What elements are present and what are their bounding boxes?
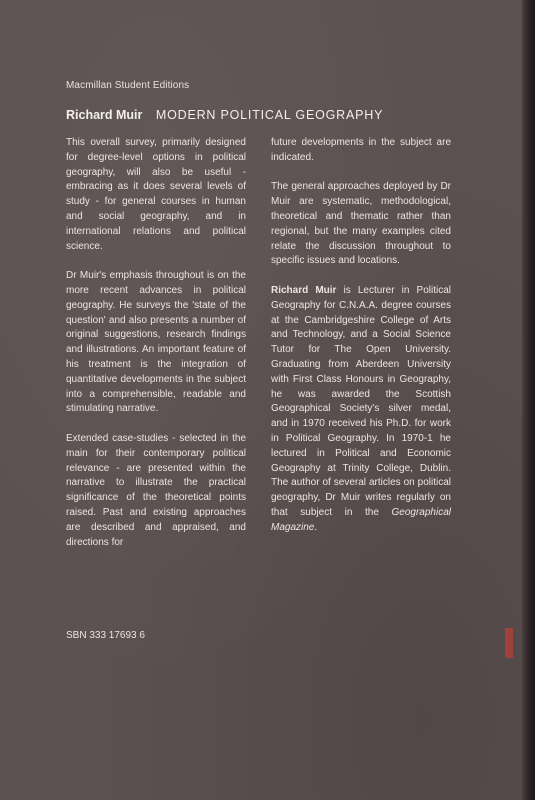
blurb-paragraph-5: The general approaches deployed by Dr Muir are systematic, methodological, theoretical and thematic rather than regional, but the many examples cited relate the discussion throughout to specific issues and locations.: [271, 181, 451, 267]
author-bio: [271, 284, 451, 536]
bio-text: is Lecturer in Political Geography for C.N.A.A. degree courses at the Cambridgeshire College of Arts and Technology, and a Social Science Tutor for The Open University. Graduating from Aberdeen University with First Class Honours in Geography, he was awarded the Scottish Geographical Society's silver medal, and in 1970 received his Ph.D. for work in Political Geography. In 1970-1 he lectured in Political and Economic Geography at Trinity College, Dublin. The author of several articles on political geography, Dr Muir writes regularly on that subject in the: [271, 284, 452, 518]
book-title: MODERN POLITICAL GEOGRAPHY: [155, 108, 384, 122]
isbn-number: SBN 333 17693 6: [66, 630, 145, 641]
blurb-paragraph-3: Extended case-studies - selected in the main for their contemporary political relevance - are presented within the narrative to illustrate the practical significance of the theoretical points raised. Past and existing approaches are described and appraised, and directions for: [66, 432, 246, 548]
magazine-name: Geographical Magazine: [271, 506, 451, 533]
left-column: [66, 136, 246, 565]
bio-end: .: [314, 521, 318, 533]
title-row: [66, 108, 383, 122]
spine-edge: [522, 0, 535, 800]
author-name: Richard Muir: [66, 108, 143, 122]
blurb-paragraph-1: This overall survey, primarily designed for degree-level options in political geography, will also be useful - embracing as it does several levels of study - for general courses in human and social geography, and in international relations and political science.: [66, 137, 246, 252]
series-name: Macmillan Student Editions: [66, 80, 190, 91]
blurb-paragraph-4: future developments in the subject are indicated.: [271, 137, 451, 163]
bio-author-name: Richard Muir: [271, 284, 337, 296]
right-column: [271, 136, 451, 550]
blurb-paragraph-2: Dr Muir's emphasis throughout is on the more recent advances in political geography. He surveys the 'state of the question' and also presents a number of original suggestions, research findings and illustrations. An important feature of his treatment is the integration of quantitative developments in the subject into a comprehensible, readable and stimulating narrative.: [66, 270, 246, 415]
spine-red-mark: [505, 628, 513, 658]
